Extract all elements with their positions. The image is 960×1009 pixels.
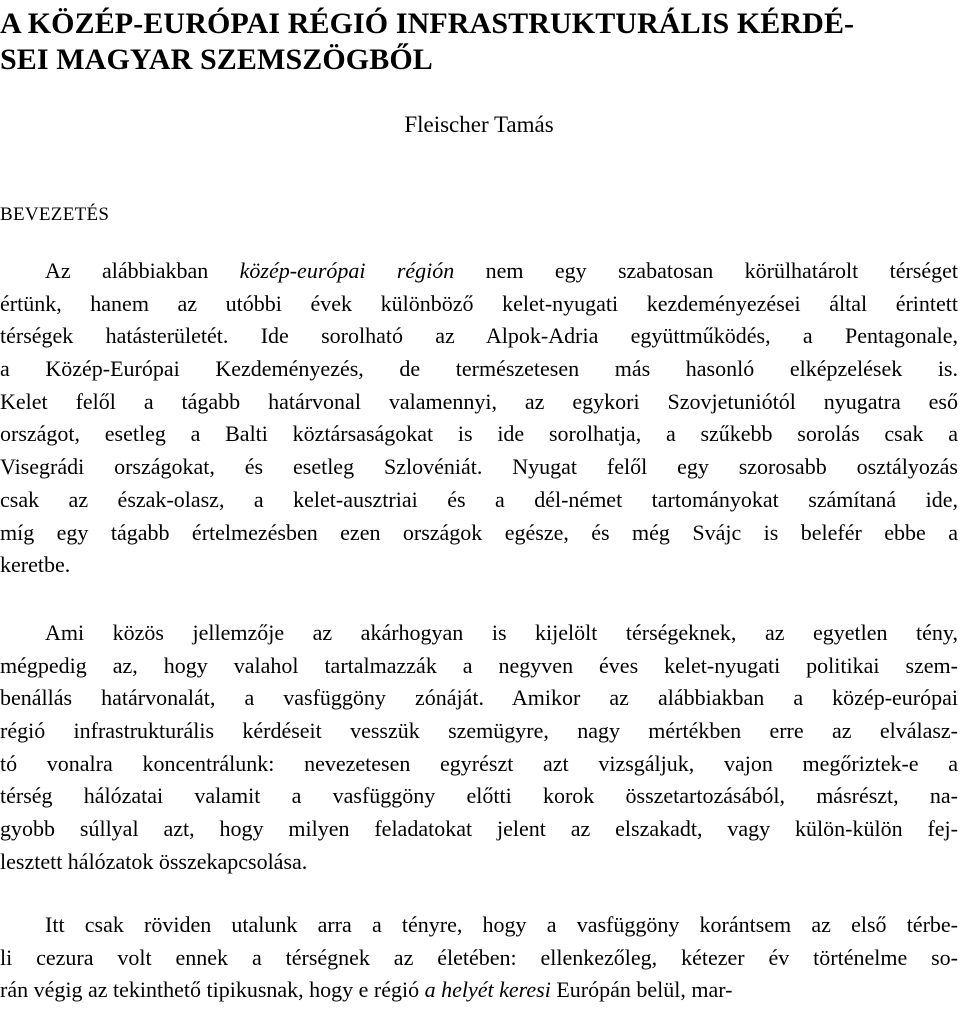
paragraph-line [0,617,958,650]
paragraph-3 [0,909,958,1007]
paragraph-line [0,484,958,517]
paragraph-line [0,780,958,813]
body-text: li cezura volt ennek a térségnek az életében: ellenkezőleg, kétezer év történelme so- [0,944,958,970]
paragraph-line [0,942,958,975]
author-name: Fleischer Tamás [404,112,554,137]
body-text: Ami közös jellemzője az akárhogyan is kijelölt térségeknek, az egyetlen tény, [45,620,958,645]
body-text: nem egy szabatosan körülhatárolt térséget [454,258,959,283]
body-text: mégpedig az, hogy valahol tartalmazzák a negyven éves kelet-nyugati politikai szem- [0,652,958,678]
body-text: Kelet felől a tágabb határvonal valamennyi, az egykori Szovjetuniótól nyugatra eső [0,388,958,414]
body-text: Itt csak röviden utalunk arra a tényre, hogy a vasfüggöny korántsem az első térbe- [45,912,958,937]
body-text: térségek hatásterületét. Ide sorolható az Alpok-Adria együttműködés, a Pentagonale, [0,323,958,349]
paragraph-line [0,813,958,846]
body-text: országot, esetleg a Balti köztársaságokat is ide sorolhatja, a szűkebb sorolás csak a [0,421,958,447]
paragraph-line [0,909,958,942]
paragraph-line [0,320,958,353]
paragraph-line [0,353,958,386]
body-text: értünk, hanem az utóbbi évek különböző kelet-nyugati kezdeményezései által érintett [0,290,958,316]
body-text: Az alábbiakban [45,258,240,283]
paragraph-line [0,650,958,683]
paragraph-line [0,288,958,321]
document-title [0,6,958,78]
body-text: Európán belül, mar- [550,977,733,1003]
title-line-2: SEI MAGYAR SZEMSZÖGBŐL [0,43,433,76]
paragraph-line [0,715,958,748]
body-text: Visegrádi országokat, és esetleg Szlovéniát. Nyugat felől egy szorosabb osztályozás [0,454,958,480]
emphasis-text: közép-európai régión [239,258,455,283]
emphasis-text: a helyét keresi [424,977,551,1003]
body-text: régió infrastrukturális kérdéseit vesszük szemügyre, nagy mértékben erre az elválasz- [0,718,958,744]
paragraph-line [0,549,958,582]
body-text: tó vonalra koncentrálunk: nevezetesen egyrészt azt vizsgáljuk, vajon megőriztek-e a [0,750,958,776]
title-line-1: A KÖZÉP-EURÓPAI RÉGIÓ INFRASTRUKTURÁLIS KÉRDÉ- [0,7,855,40]
paragraph-line [0,682,958,715]
paragraph-line [0,974,958,1007]
body-text: míg egy tágabb értelmezésben ezen országok egésze, és még Svájc is belefér ebbe a [0,519,958,545]
section-heading: BEVEZETÉS [0,204,110,225]
paragraph-line [0,386,958,419]
paragraph-line [0,451,958,484]
body-text: benállás határvonalát, a vasfüggöny zónáját. Amikor az alábbiakban a közép-európai [0,685,958,711]
paragraph-line [0,418,958,451]
paragraph-line [0,255,958,288]
paragraph-2 [0,617,958,879]
body-text: lesztett hálózatok összekapcsolása. [0,848,308,874]
body-text: gyobb súllyal azt, hogy milyen feladatokat jelent az elszakadt, vagy külön-külön fej- [0,816,958,842]
body-text: a Közép-Európai Kezdeményezés, de természetesen más hasonló elképzelések is. [0,356,958,382]
paragraph-line [0,846,958,879]
body-text: keretbe. [0,552,71,578]
body-text: csak az észak-olasz, a kelet-ausztriai és a dél-német tartományokat számítaná ide, [0,486,958,512]
body-text: rán végig az tekinthető tipikusnak, hogy e régió [0,977,425,1003]
paragraph-line [0,748,958,781]
body-text: térség hálózatai valamit a vasfüggöny előtti korok összetartozásából, másrészt, na- [0,783,958,809]
paragraph-1 [0,255,958,582]
paragraph-line [0,517,958,550]
